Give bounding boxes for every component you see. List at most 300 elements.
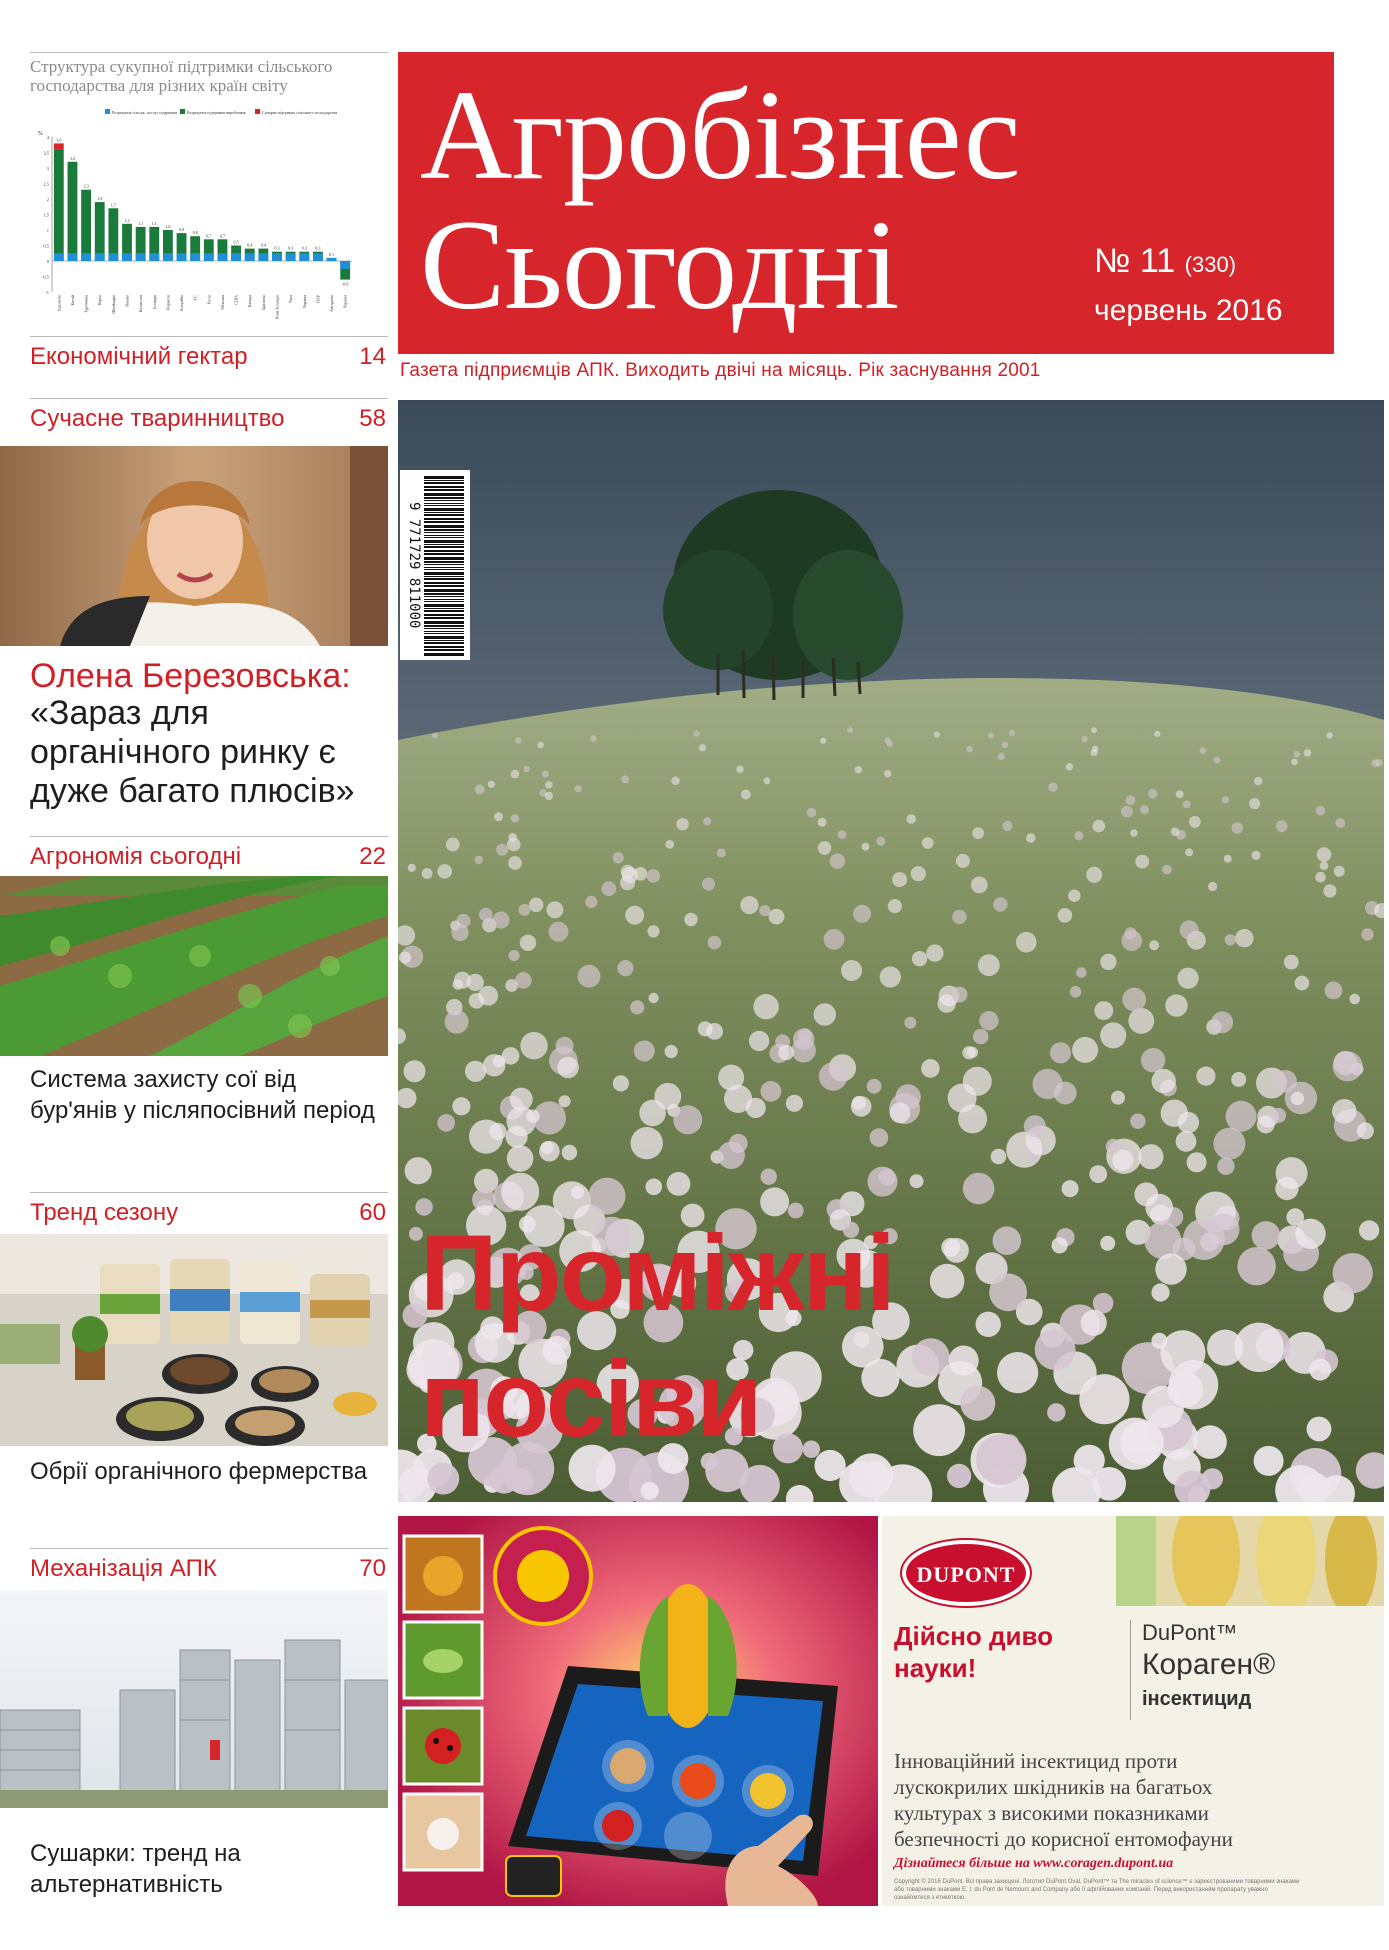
buckwheat-flower	[1125, 795, 1135, 805]
x-tick-label: Індонезія	[56, 295, 62, 312]
legend-swatch	[105, 109, 110, 114]
buckwheat-flower	[451, 924, 468, 941]
data-label: 0,5	[233, 239, 239, 245]
buckwheat-flower	[1144, 1222, 1181, 1259]
buckwheat-flower	[1048, 783, 1057, 792]
buckwheat-flower	[557, 1057, 579, 1079]
data-label: 3,6	[56, 137, 62, 143]
barcode-bar	[424, 553, 464, 555]
chart-bar-segment	[313, 253, 323, 261]
barcode-bar	[424, 489, 464, 491]
buckwheat-flower	[892, 872, 907, 887]
chart-bar-segment	[218, 253, 228, 261]
chart-plot	[30, 107, 360, 327]
hero-headline[interactable]	[420, 1210, 894, 1462]
chart-bar	[68, 162, 78, 261]
data-label: 1,0	[165, 224, 171, 229]
y-tick-label: 2,5	[43, 181, 49, 187]
buckwheat-flower	[1100, 954, 1116, 970]
buckwheat-flower	[542, 771, 549, 778]
chart-bar-segment	[68, 253, 78, 261]
buckwheat-flower	[478, 986, 498, 1006]
y-tick-label: 3	[46, 166, 49, 171]
buckwheat-flower	[1047, 1403, 1065, 1421]
ad-copy	[882, 1516, 1384, 1906]
barcode-bar	[424, 514, 464, 516]
buckwheat-flower	[818, 818, 827, 827]
ad-divider	[1130, 1620, 1131, 1720]
buckwheat-flower	[814, 1003, 836, 1025]
grain-dryers-photo[interactable]	[0, 1590, 388, 1808]
legend-label: Сумарна підтримка сільського господарства	[262, 110, 338, 115]
barcode-bar	[424, 582, 464, 584]
buckwheat-flower	[830, 854, 845, 869]
buckwheat-flower	[1066, 763, 1073, 770]
x-tick-label: Китай	[69, 295, 75, 306]
buckwheat-flower	[1317, 847, 1332, 862]
buckwheat-flower	[988, 732, 994, 738]
buckwheat-flower	[1100, 1022, 1126, 1048]
buckwheat-flower	[997, 1352, 1038, 1393]
portrait-photo[interactable]	[0, 446, 388, 646]
y-tick-label: 1	[46, 228, 49, 233]
buckwheat-flower	[545, 792, 553, 800]
buckwheat-flower	[736, 766, 743, 773]
buckwheat-flower	[1357, 1122, 1374, 1139]
buckwheat-flower	[1141, 1048, 1165, 1072]
buckwheat-flower	[1074, 831, 1083, 840]
ad-visual	[398, 1516, 878, 1906]
buckwheat-flower	[1349, 994, 1360, 1005]
buckwheat-flower	[1121, 930, 1142, 951]
organic-products-photo[interactable]	[0, 1234, 388, 1446]
issue-number	[1094, 242, 1236, 281]
y-tick-label: 2	[46, 197, 49, 202]
buckwheat-flower	[763, 777, 770, 784]
barcode-bar	[424, 521, 464, 523]
buckwheat-flower	[952, 910, 966, 924]
buckwheat-flower	[749, 1031, 769, 1051]
buckwheat-flower	[665, 1045, 678, 1058]
buckwheat-flower	[1130, 1114, 1145, 1129]
legend-swatch	[255, 109, 260, 114]
buckwheat-flower	[926, 944, 943, 961]
buckwheat-flower	[1180, 920, 1199, 939]
buckwheat-flower	[427, 1463, 459, 1495]
buckwheat-flower	[454, 972, 471, 989]
buckwheat-flower	[1295, 1219, 1325, 1249]
chart-bar-segment	[340, 261, 350, 269]
buckwheat-flower	[1121, 806, 1133, 818]
buckwheat-flower	[944, 1238, 969, 1263]
barcode-bar	[424, 508, 464, 511]
buckwheat-flower	[1176, 790, 1184, 798]
x-tick-label: Росія	[206, 295, 212, 304]
buckwheat-flower	[488, 781, 495, 788]
barcode-digits: 9 771729 811000	[406, 501, 422, 629]
buckwheat-flower	[1058, 908, 1073, 923]
buckwheat-flower	[1024, 1115, 1046, 1137]
left-column	[0, 0, 388, 1950]
buckwheat-flower	[1016, 932, 1037, 953]
buckwheat-flower	[930, 1264, 965, 1299]
section-label: Механізація АПК	[30, 1555, 217, 1582]
chart-bar-segment	[286, 253, 296, 261]
barcode-bar	[424, 628, 464, 629]
buckwheat-flower	[1081, 736, 1087, 742]
buckwheat-flower	[665, 840, 674, 849]
chart-bar-segment	[81, 253, 91, 261]
data-label: 0,8	[192, 230, 198, 236]
buckwheat-flower	[494, 812, 503, 821]
x-tick-label: Колумбія	[179, 295, 185, 311]
buckwheat-flower	[520, 1032, 547, 1059]
hero-headline-line1: Проміжні	[420, 1212, 894, 1333]
legend-swatch	[180, 109, 185, 114]
y-tick-label: 3,5	[43, 150, 49, 156]
buckwheat-flower	[511, 770, 520, 779]
section-label: Економічний гектар	[30, 343, 248, 370]
buckwheat-flower	[1275, 1177, 1298, 1200]
y-tick-label: -1	[45, 290, 49, 295]
chart-bar-segment	[272, 253, 282, 261]
buckwheat-flower	[545, 781, 553, 789]
buckwheat-flower	[884, 770, 891, 777]
buckwheat-flower	[1193, 1425, 1227, 1459]
buckwheat-flower	[949, 1346, 979, 1376]
barcode-bar	[424, 646, 464, 648]
buckwheat-flower	[884, 737, 891, 744]
buckwheat-flower	[853, 905, 871, 923]
data-label: 0,9	[178, 227, 185, 233]
section-page: 60	[359, 1199, 386, 1226]
buckwheat-flower	[967, 1047, 978, 1058]
buckwheat-flower	[647, 925, 659, 937]
barcode-bar	[424, 512, 464, 513]
buckwheat-flower	[613, 852, 624, 863]
buckwheat-flower	[1130, 829, 1138, 837]
buckwheat-flower	[422, 868, 433, 879]
story-soy[interactable]: Система захисту сої від бур'янів у післяпосівний період	[30, 1066, 375, 1124]
buckwheat-flower	[546, 901, 563, 918]
buckwheat-flower	[1291, 1092, 1304, 1105]
buckwheat-flower	[1152, 1069, 1176, 1093]
buckwheat-flower	[631, 1127, 663, 1159]
buckwheat-flower	[1304, 749, 1312, 757]
buckwheat-flower	[948, 1084, 977, 1113]
buckwheat-flower	[1138, 1144, 1163, 1169]
buckwheat-flower	[1251, 851, 1260, 860]
buckwheat-flower	[906, 814, 916, 824]
barcode-bar	[424, 636, 464, 639]
buckwheat-flower	[617, 960, 633, 976]
x-tick-label: Бразилія	[260, 295, 266, 310]
section-page: 70	[359, 1555, 386, 1582]
interview-name: Олена Березовська:	[30, 657, 351, 695]
y-tick-label: -0,5	[41, 274, 49, 280]
buckwheat-flower	[1171, 827, 1180, 836]
buckwheat-flower	[437, 864, 452, 879]
buckwheat-flower	[1361, 928, 1373, 940]
section-trend[interactable]	[30, 1192, 388, 1233]
barcode-bar	[424, 596, 464, 597]
barcode-bar	[424, 480, 464, 481]
buckwheat-flower	[793, 1029, 814, 1050]
buckwheat-flower	[1200, 747, 1207, 754]
buckwheat-flower	[432, 732, 438, 738]
buckwheat-flower	[641, 1482, 659, 1500]
y-tick-label: 0,5	[43, 243, 49, 249]
barcode-bar	[424, 569, 464, 570]
buckwheat-flower	[1211, 1011, 1233, 1033]
buckwheat-flower	[1307, 1417, 1332, 1442]
buckwheat-flower	[507, 838, 521, 852]
data-label: 0,3	[288, 245, 294, 251]
data-label: 1,9	[97, 196, 103, 202]
buckwheat-flower	[841, 960, 862, 981]
buckwheat-flower	[634, 867, 648, 881]
dupont-advertisement[interactable]	[398, 1516, 1384, 1906]
buckwheat-flower	[966, 746, 973, 753]
buckwheat-flower	[740, 896, 758, 914]
barcode-bar	[424, 518, 464, 520]
chart-bar-segment	[258, 253, 268, 261]
buckwheat-flower	[673, 1105, 702, 1134]
x-tick-label: Швейцарія	[110, 295, 116, 314]
section-economic[interactable]	[30, 336, 388, 377]
issue-total: (330)	[1184, 252, 1237, 277]
barcode-bar	[424, 561, 464, 563]
buckwheat-flower	[706, 1023, 723, 1040]
buckwheat-flower	[1145, 1194, 1173, 1222]
barcode-bar	[424, 625, 464, 627]
buckwheat-flower	[526, 1110, 539, 1123]
buckwheat-flower	[890, 1103, 911, 1124]
buckwheat-flower	[1148, 789, 1158, 799]
buckwheat-flower	[492, 912, 509, 929]
buckwheat-flower	[888, 899, 902, 913]
section-livestock[interactable]	[30, 398, 388, 439]
data-label: 0,4	[247, 242, 253, 248]
ad-link[interactable]: Дізнайтеся більше на www.coragen.dupont.ua	[894, 1856, 1174, 1871]
buckwheat-flower	[408, 864, 416, 872]
barcode-bar	[424, 476, 464, 479]
buckwheat-flower	[1035, 1329, 1076, 1370]
buckwheat-flower	[1122, 988, 1146, 1012]
buckwheat-flower	[483, 1054, 505, 1076]
buckwheat-flower	[741, 790, 751, 800]
buckwheat-flower	[1142, 1386, 1184, 1428]
buckwheat-flower	[1052, 1237, 1068, 1253]
barcode-bar	[424, 633, 464, 634]
buckwheat-flower	[1026, 833, 1036, 843]
buckwheat-flower	[646, 1179, 663, 1196]
buckwheat-flower	[1094, 1001, 1113, 1020]
x-tick-label: Японія	[124, 295, 130, 307]
data-label: 1,2	[124, 217, 130, 223]
data-label: -0,6	[341, 281, 349, 287]
buckwheat-flower	[556, 1037, 574, 1055]
chart-bar-segment	[177, 253, 187, 261]
buckwheat-flower	[549, 922, 569, 942]
story-dryers[interactable]: Сушарки: тренд на альтернативність	[30, 1840, 241, 1898]
buckwheat-flower	[1183, 1218, 1225, 1260]
buckwheat-flower	[1091, 727, 1097, 733]
buckwheat-flower	[819, 1062, 848, 1091]
buckwheat-flower	[761, 1081, 782, 1102]
buckwheat-flower	[1189, 816, 1201, 828]
buckwheat-flower	[1316, 806, 1326, 816]
buckwheat-flower	[1162, 865, 1172, 875]
barcode-bar	[424, 578, 464, 580]
interview-quote[interactable]: «Зараз для органічного ринку є дуже багато плюсів»	[30, 694, 355, 810]
buckwheat-flower	[1249, 798, 1260, 809]
buckwheat-flower	[630, 1000, 644, 1014]
buckwheat-flower	[1196, 1067, 1215, 1086]
buckwheat-flower	[1208, 882, 1217, 891]
barcode-bar	[424, 585, 464, 587]
barcode-bar	[424, 486, 464, 488]
chart-bar-segment	[245, 253, 255, 261]
buckwheat-flower	[510, 1088, 533, 1111]
buckwheat-flower	[1333, 1253, 1373, 1293]
soybean-photo[interactable]	[0, 876, 388, 1056]
x-tick-label: Мексика	[219, 295, 225, 310]
buckwheat-flower	[508, 950, 519, 961]
buckwheat-flower	[1151, 1283, 1169, 1301]
buckwheat-flower	[1079, 1374, 1129, 1424]
buckwheat-flower	[1165, 994, 1187, 1016]
x-tick-label: Казахстан	[138, 295, 144, 313]
x-tick-label: Ісландія	[151, 295, 157, 310]
buckwheat-flower	[852, 1096, 866, 1110]
buckwheat-flower	[993, 897, 1007, 911]
chart-bar-segment	[190, 253, 200, 261]
barcode-bar	[424, 576, 464, 577]
section-page: 14	[359, 343, 386, 370]
buckwheat-flower	[1009, 730, 1015, 736]
section-agronomy[interactable]	[30, 836, 388, 877]
buckwheat-flower	[446, 838, 460, 852]
buckwheat-flower	[1068, 890, 1080, 902]
data-label: 0,3	[315, 245, 321, 251]
buckwheat-flower	[870, 1128, 889, 1147]
buckwheat-flower	[913, 1404, 965, 1456]
barcode-bar	[424, 503, 464, 504]
buckwheat-flower	[1320, 861, 1329, 870]
data-label: 0,3	[301, 245, 307, 251]
barcode-bar	[424, 567, 464, 568]
buckwheat-flower	[963, 1173, 995, 1205]
buckwheat-flower	[671, 776, 680, 785]
buckwheat-flower	[562, 1145, 577, 1160]
issue-date: червень 2016	[1094, 294, 1283, 327]
data-label: 1,1	[138, 220, 144, 226]
chart-bar-segment	[327, 258, 337, 261]
buckwheat-flower	[761, 1169, 777, 1185]
story-organic[interactable]: Обрії органічного фермерства	[30, 1458, 368, 1485]
x-tick-label: Нова Зеландія	[274, 295, 280, 320]
buckwheat-flower	[1062, 1180, 1079, 1197]
buckwheat-flower	[1033, 1069, 1063, 1099]
dupont-logo-icon[interactable]	[902, 1540, 1030, 1606]
chart-bar-segment	[108, 253, 118, 261]
buckwheat-flower	[1002, 821, 1012, 831]
buckwheat-flower	[676, 818, 688, 830]
buckwheat-flower	[947, 1464, 971, 1488]
barcode-bar	[424, 589, 464, 592]
ad-slogan: Дійсно диво науки!	[894, 1621, 1054, 1683]
barcode-bar	[424, 500, 464, 501]
buckwheat-flower	[529, 898, 544, 913]
buckwheat-flower	[501, 1173, 539, 1211]
buckwheat-flower	[1072, 1037, 1098, 1063]
barcode-bar	[424, 653, 464, 656]
barcode-bar	[424, 550, 464, 552]
buckwheat-flower	[862, 843, 870, 851]
buckwheat-flower	[620, 875, 635, 890]
x-tick-label: Норвегія	[165, 295, 171, 311]
section-mechanization[interactable]	[30, 1548, 388, 1589]
buckwheat-flower	[708, 936, 722, 950]
y-tick-label: 4	[46, 135, 49, 140]
masthead-title-line1: Агробізнес	[420, 64, 1020, 206]
buckwheat-flower	[1076, 967, 1087, 978]
buckwheat-flower	[759, 905, 770, 916]
buckwheat-flower	[978, 954, 1000, 976]
buckwheat-flower	[399, 952, 411, 964]
legend-label: Розрахунок підтримки виробників	[187, 110, 246, 115]
buckwheat-flower	[824, 929, 845, 950]
buckwheat-flower	[1254, 777, 1263, 786]
buckwheat-flower	[1315, 872, 1326, 883]
x-tick-label: Канада	[247, 295, 253, 308]
chart-bar-segment	[231, 253, 241, 261]
chart-bar-segment	[149, 253, 159, 261]
x-tick-label: Україна	[301, 295, 307, 309]
buckwheat-flower	[571, 1186, 584, 1199]
buckwheat-flower	[989, 1273, 1027, 1311]
barcode-bar	[424, 631, 464, 632]
buckwheat-flower	[1271, 1108, 1286, 1123]
buckwheat-flower	[648, 993, 658, 1003]
buckwheat-flower	[520, 935, 536, 951]
barcode-bar	[424, 601, 464, 602]
buckwheat-flower	[1224, 855, 1232, 863]
ad-fine-print: Copyright © 2016 DuPont. Всі права захищені. Логотип DuPont Oval, DuPont™ та The miracles of science™ є зареєстрованими товарними знаками або товарними знаками E. I. du Pont de Nemours and Company або її афілійованих компаній. Перед використанням препарату уважно ознайомтеся з етикеткою.	[894, 1879, 1300, 1901]
section-label: Сучасне тваринництво	[30, 405, 285, 432]
barcode-bar	[424, 505, 464, 506]
buckwheat-flower	[703, 817, 711, 825]
barcode-bar	[424, 540, 464, 543]
buckwheat-flower	[1183, 800, 1191, 808]
buckwheat-flower	[667, 1172, 691, 1196]
buckwheat-flower	[639, 1100, 666, 1127]
buckwheat-flower	[541, 1141, 554, 1154]
buckwheat-flower	[976, 1312, 1001, 1337]
buckwheat-flower	[960, 1386, 995, 1421]
buckwheat-flower	[1323, 884, 1336, 897]
chart-bar-segment	[136, 253, 146, 261]
buckwheat-flower	[575, 785, 582, 792]
buckwheat-flower	[1187, 1152, 1207, 1172]
buckwheat-flower	[1160, 1330, 1205, 1375]
buckwheat-flower	[1333, 1051, 1363, 1081]
buckwheat-flower	[1291, 759, 1298, 766]
buckwheat-flower	[515, 737, 521, 743]
buckwheat-flower	[1375, 759, 1383, 767]
barcode-bar	[424, 617, 464, 619]
